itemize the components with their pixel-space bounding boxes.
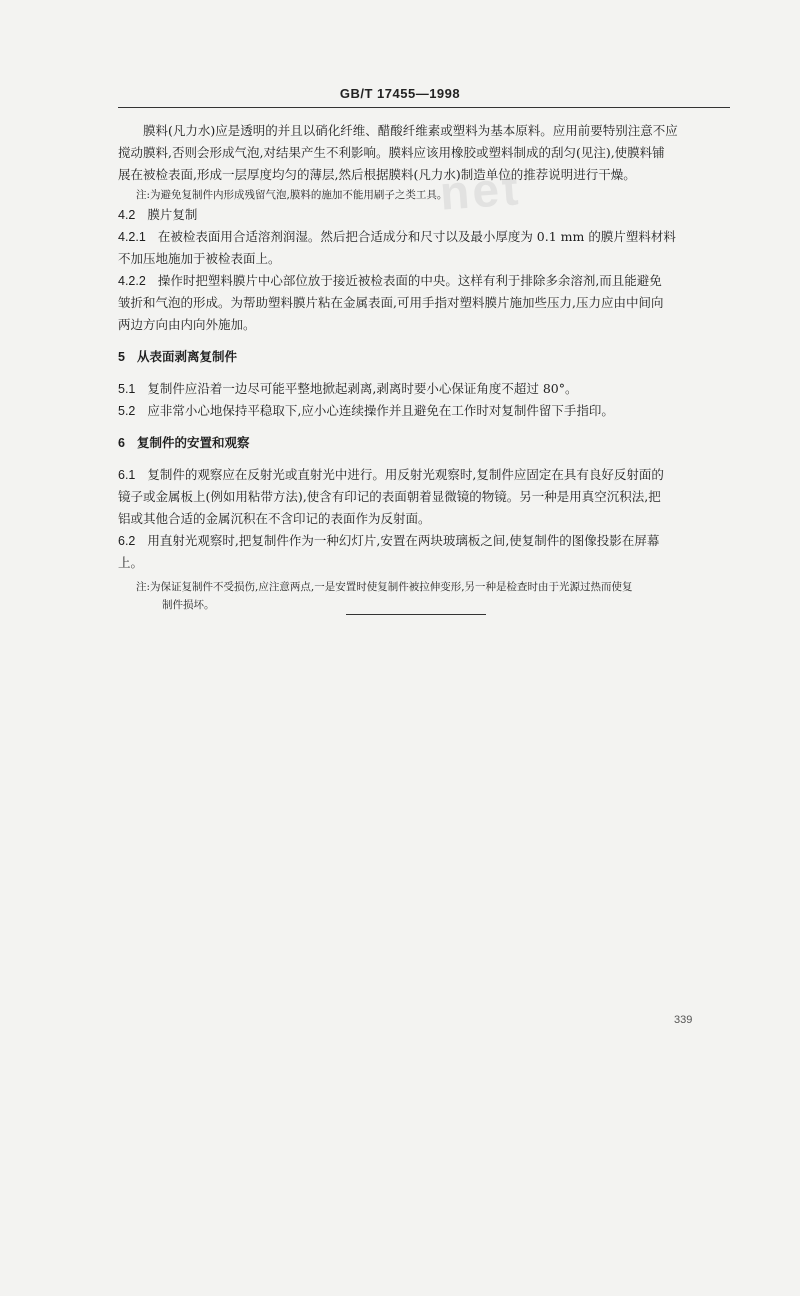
clause-4-2-2-line-2: 皱折和气泡的形成。为帮助塑料膜片粘在金属表面,可用手指对塑料膜片施加些压力,压力应由中间向 bbox=[118, 295, 664, 310]
clause-5-1 bbox=[118, 378, 730, 400]
clause-4-2-1-line-2: 不加压地施加于被检表面上。 bbox=[118, 251, 281, 266]
section-title: 复制件的安置和观察 bbox=[136, 435, 250, 450]
clause-text: 复制件的观察应在反射光或直射光中进行。用反射光观察时,复制件应固定在具有良好反射面的 bbox=[147, 467, 664, 482]
clause-text: 用直射光观察时,把复制件作为一种幻灯片,安置在两块玻璃板之间,使复制件的图像投影在屏幕 bbox=[147, 533, 660, 548]
clause-number: 5.1 bbox=[118, 382, 136, 396]
section-4-2-heading bbox=[118, 204, 730, 226]
clause-text: 复制件应沿着一边尽可能平整地掀起剥离,剥离时要小心保证角度不超过 80°。 bbox=[147, 381, 578, 396]
page-number: 339 bbox=[674, 1014, 693, 1026]
clause-text: 操作时把塑料膜片中心部位放于接近被检表面的中央。这样有利于排除多余溶剂,而且能避免 bbox=[157, 273, 662, 288]
standard-code-header: GB/T 17455—1998 bbox=[339, 86, 461, 101]
clause-number: 6.2 bbox=[118, 534, 136, 548]
note-damage-line-2: 制件损坏。 bbox=[162, 599, 215, 611]
section-number: 4.2 bbox=[118, 208, 136, 222]
header-rule bbox=[118, 107, 730, 108]
clause-text: 在被检表面用合适溶剂润湿。然后把合适成分和尺寸以及最小厚度为 0.1 mm 的膜片塑料材料 bbox=[157, 229, 676, 244]
note-brush: 注:为避免复制件内形成残留气泡,膜料的施加不能用刷子之类工具。 bbox=[136, 189, 448, 201]
paragraph-film-material-line-3: 展在被检表面,形成一层厚度均匀的薄层,然后根据膜料(凡力水)制造单位的推荐说明进行干燥。 bbox=[118, 167, 636, 182]
note-damage-line-1: 注:为保证复制件不受损伤,应注意两点,一是安置时使复制件被拉伸变形,另一种是检查时由于光源过热而使复 bbox=[136, 581, 633, 593]
clause-4-2-2-line-3: 两边方向由内向外施加。 bbox=[118, 317, 256, 332]
section-title: 从表面剥离复制件 bbox=[136, 349, 237, 364]
clause-5-2 bbox=[118, 400, 730, 422]
section-number: 6 bbox=[118, 436, 125, 450]
clause-number: 4.2.2 bbox=[118, 274, 146, 288]
paragraph-film-material-line-1: 膜料(凡力水)应是透明的并且以硝化纤维、醋酸纤维素或塑料为基本原料。应用前要特别注意不应 bbox=[143, 123, 678, 138]
clause-4-2-2-line-1 bbox=[118, 270, 730, 292]
clause-4-2-1-line-1 bbox=[118, 226, 730, 248]
section-title: 膜片复制 bbox=[147, 207, 198, 222]
watermark: net bbox=[438, 162, 523, 221]
clause-6-2-line-1 bbox=[118, 530, 730, 552]
clause-text: 应非常小心地保持平稳取下,应小心连续操作并且避免在工作时对复制件留下手指印。 bbox=[147, 403, 614, 418]
document-body bbox=[118, 120, 730, 614]
section-5-heading bbox=[118, 346, 730, 368]
clause-number: 5.2 bbox=[118, 404, 136, 418]
section-6-heading bbox=[118, 432, 730, 454]
clause-number: 4.2.1 bbox=[118, 230, 146, 244]
section-number: 5 bbox=[118, 350, 125, 364]
clause-6-1-line-3: 铝或其他合适的金属沉积在不含印记的表面作为反射面。 bbox=[118, 511, 431, 526]
paragraph-film-material-line-2: 搅动膜料,否则会形成气泡,对结果产生不利影响。膜料应该用橡胶或塑料制成的刮匀(见注),使膜料铺 bbox=[118, 145, 665, 160]
clause-number: 6.1 bbox=[118, 468, 136, 482]
clause-6-1-line-1 bbox=[118, 464, 730, 486]
clause-6-1-line-2: 镜子或金属板上(例如用粘带方法),使含有印记的表面朝着显微镜的物镜。另一种是用真空沉积法,把 bbox=[118, 489, 661, 504]
end-of-standard-rule bbox=[346, 614, 486, 615]
clause-6-2-line-2: 上。 bbox=[118, 555, 144, 570]
